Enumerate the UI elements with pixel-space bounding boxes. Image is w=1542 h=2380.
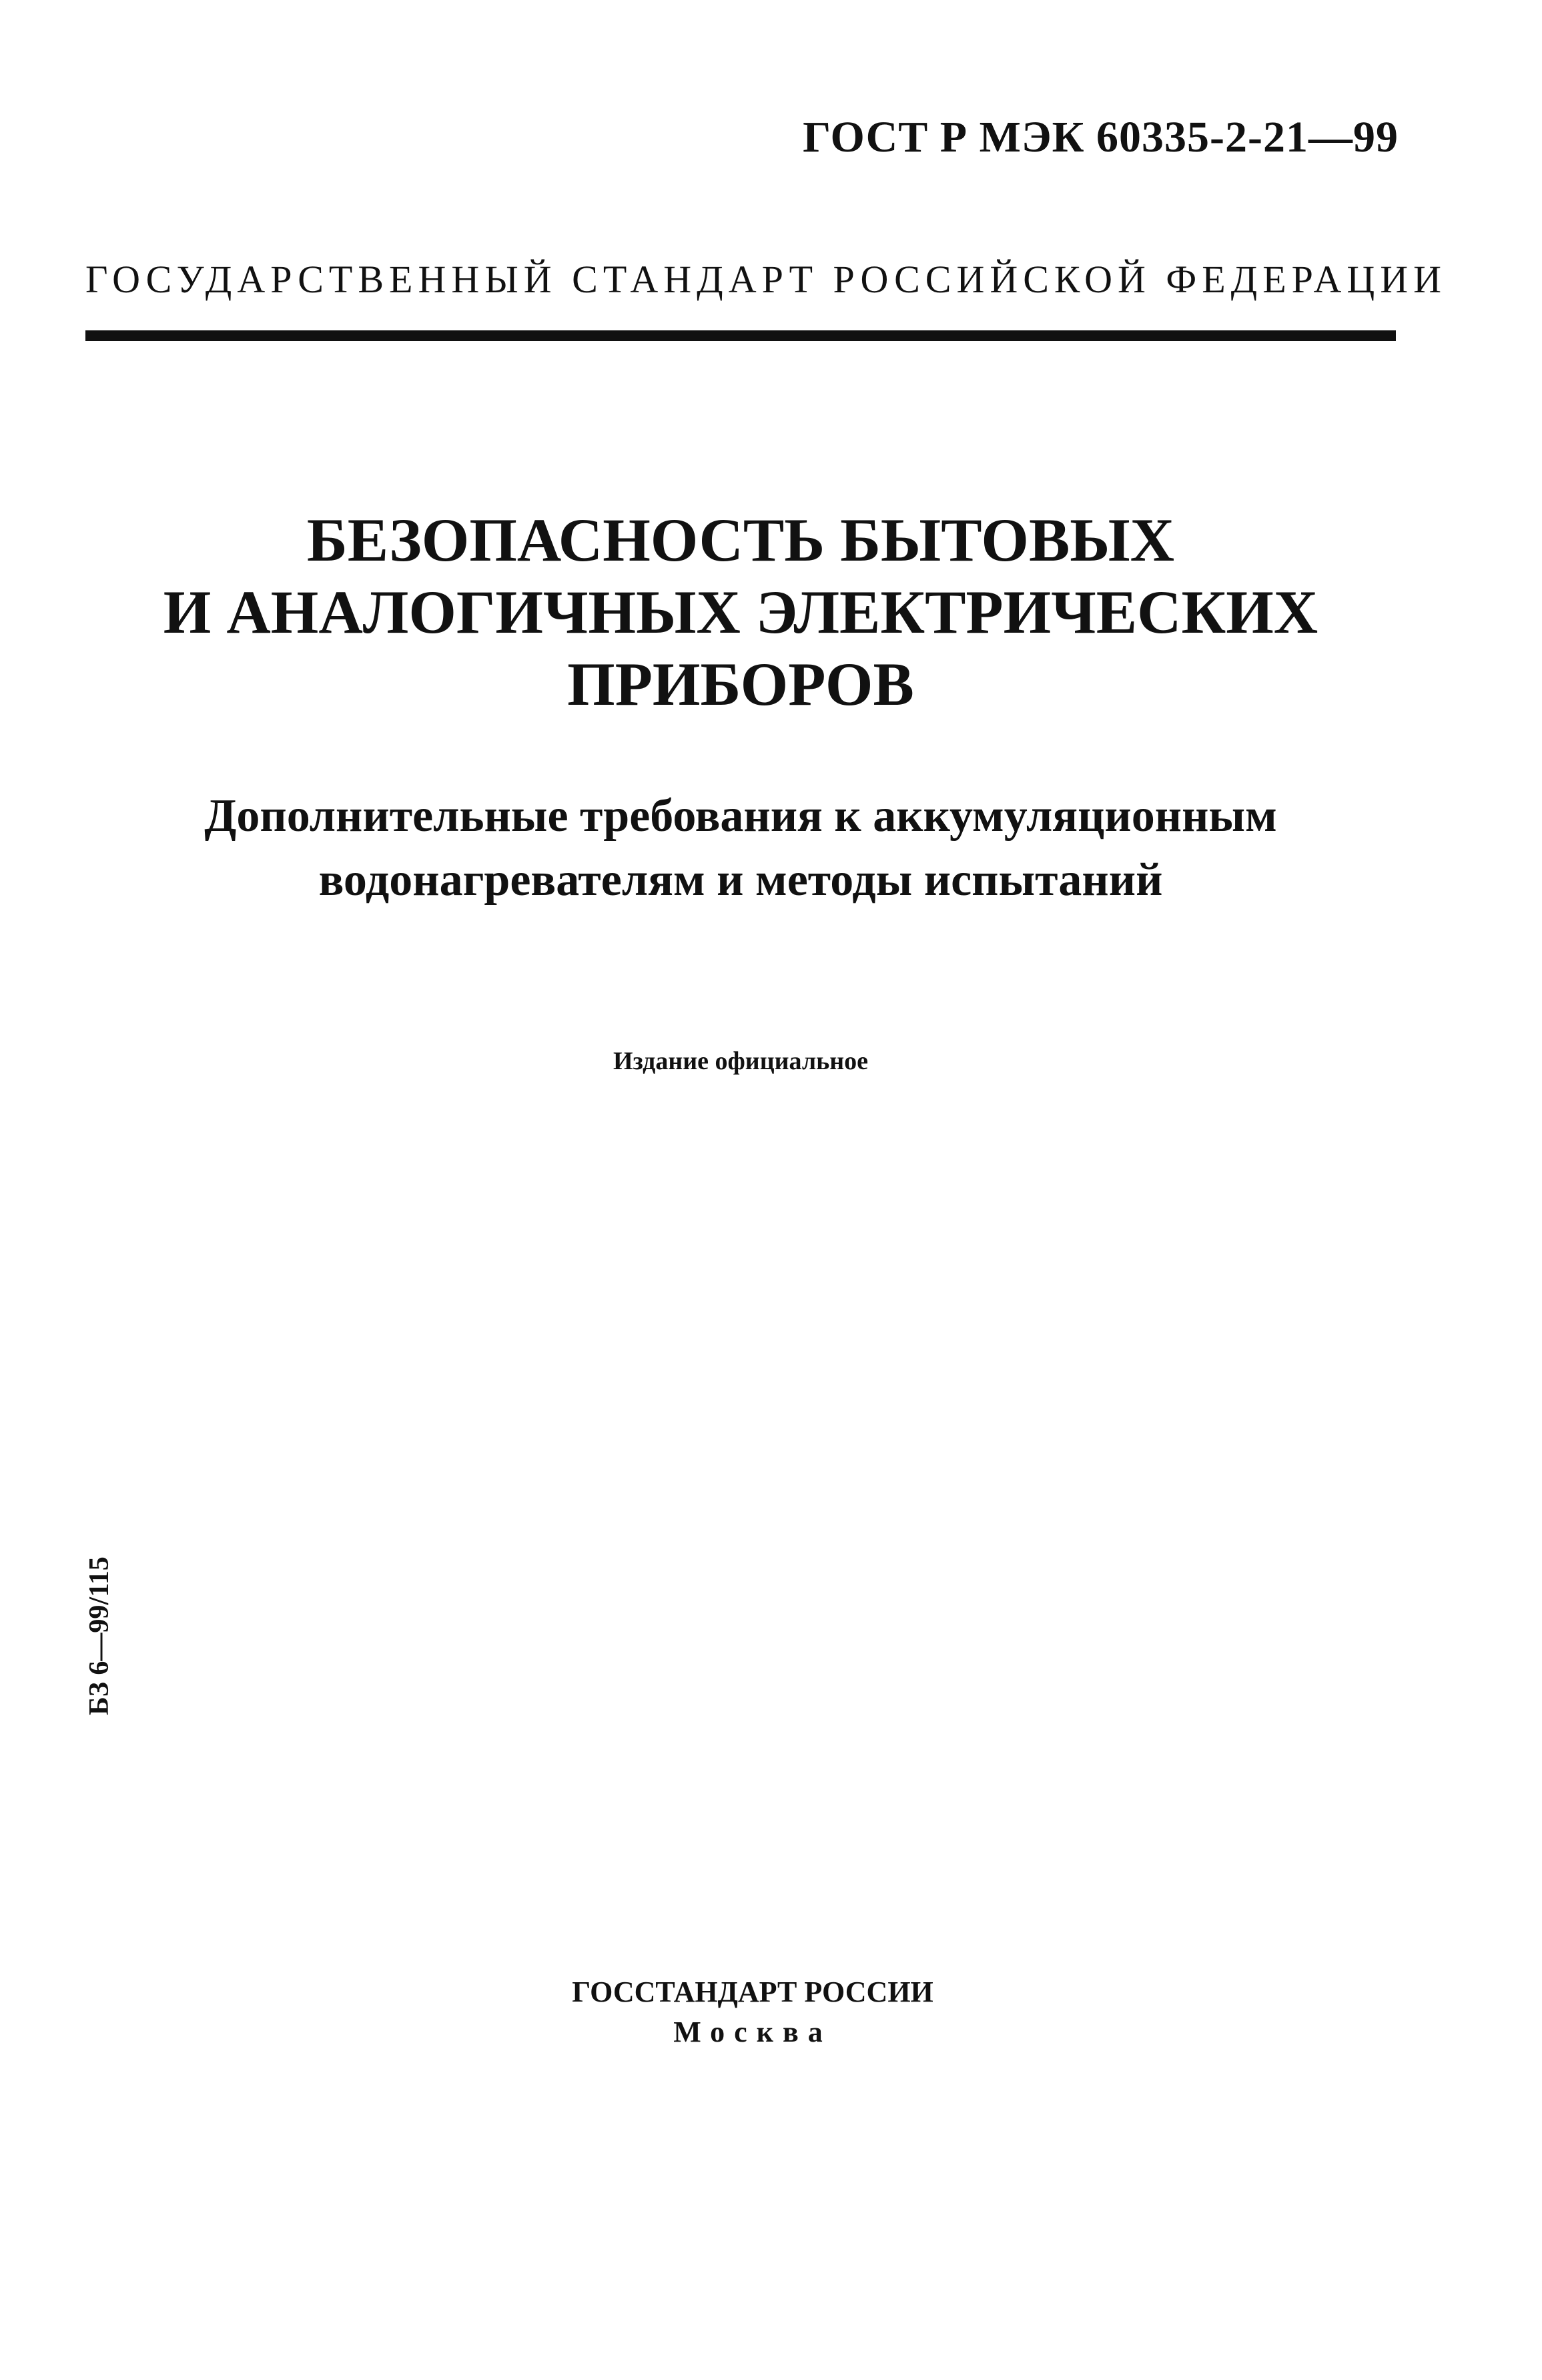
- subtitle: [85, 784, 1396, 912]
- edition-note: Издание официальное: [613, 1047, 868, 1075]
- side-code: БЗ 6—99/115: [84, 1556, 115, 1715]
- publisher-block: [85, 1972, 1420, 2052]
- main-title-line-1: БЕЗОПАСНОСТЬ БЫТОВЫХ: [306, 506, 1175, 574]
- document-number: ГОСТ Р МЭК 60335-2-21—99: [803, 113, 1399, 162]
- state-standard-heading: ГОСУДАРСТВЕННЫЙ СТАНДАРТ РОССИЙСКОЙ ФЕДЕРАЦИИ: [85, 258, 1447, 301]
- main-title-line-3: ПРИБОРОВ: [567, 650, 914, 718]
- main-title: [85, 504, 1396, 720]
- subtitle-line-2: водонагревателям и методы испытаний: [318, 854, 1163, 906]
- publisher-city: Москва: [673, 2016, 832, 2048]
- publisher-name: ГОССТАНДАРТ РОССИИ: [572, 1976, 933, 2008]
- main-title-line-2: И АНАЛОГИЧНЫХ ЭЛЕКТРИЧЕСКИХ: [163, 578, 1318, 646]
- subtitle-line-1: Дополнительные требования к аккумуляционным: [204, 790, 1277, 842]
- header-rule: [85, 330, 1396, 341]
